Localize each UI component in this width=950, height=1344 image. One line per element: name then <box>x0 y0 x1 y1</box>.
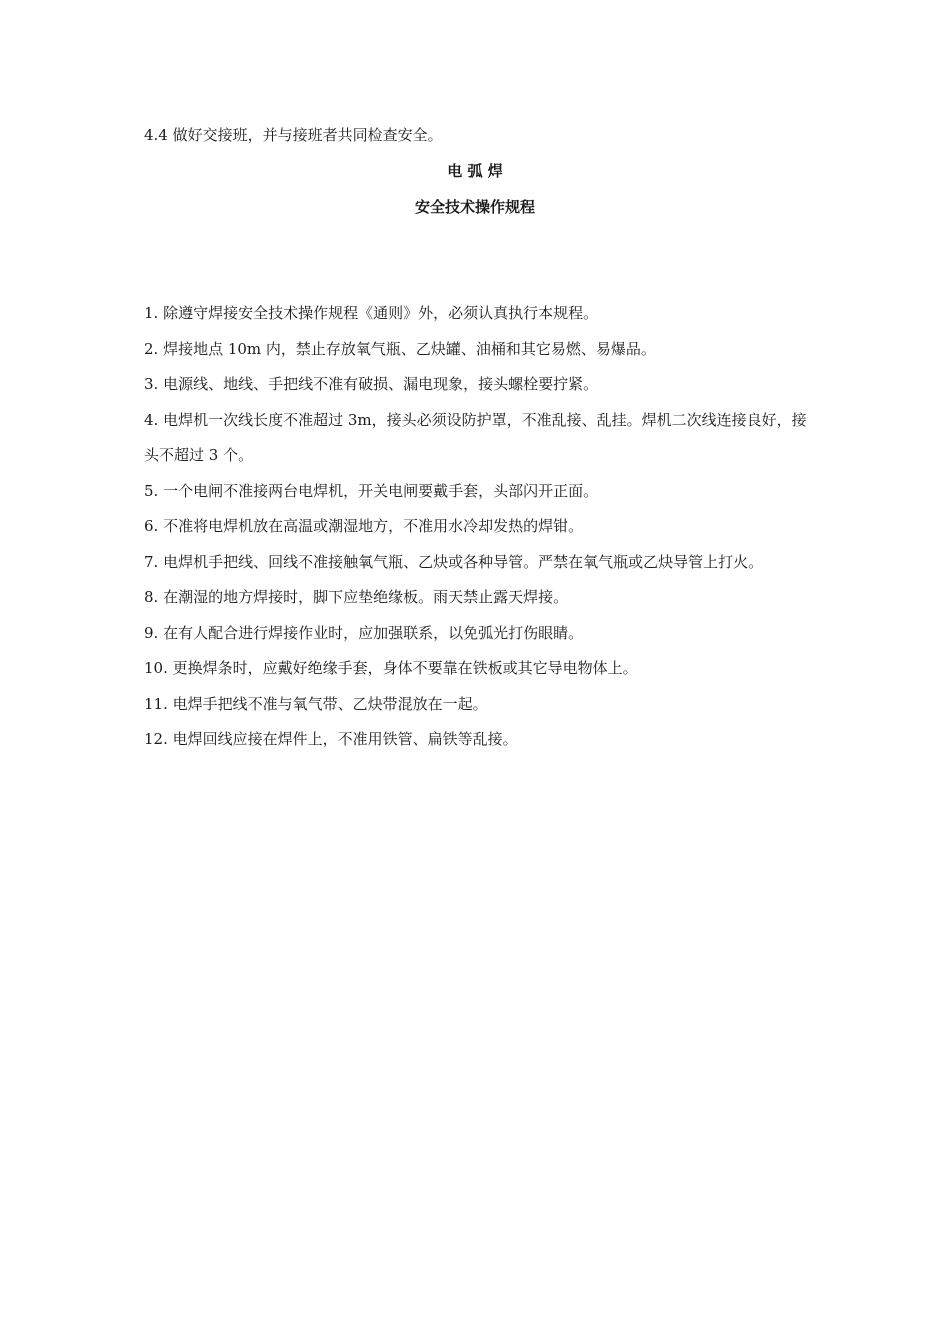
rule-item-4: 4. 电焊机一次线长度不准超过 3m，接头必须设防护罩，不准乱接、乱挂。焊机二次线连接良好，接头不超过 3 个。 <box>144 410 807 464</box>
rule-item-7: 7. 电焊机手把线、回线不准接触氧气瓶、乙炔或各种导管。严禁在氧气瓶或乙炔导管上打火。 <box>144 552 764 571</box>
rule-item-2: 2. 焊接地点 10m 内，禁止存放氧气瓶、乙炔罐、油桶和其它易燃、易爆品。 <box>144 339 656 358</box>
section-subtitle: 安全技术操作规程 <box>414 198 535 216</box>
rule-item-1: 1. 除遵守焊接安全技术操作规程《通则》外，必须认真执行本规程。 <box>144 304 599 322</box>
rule-item-9: 9. 在有人配合进行焊接作业时，应加强联系，以免弧光打伤眼睛。 <box>144 623 584 642</box>
rule-item-3: 3. 电源线、地线、手把线不准有破损、漏电现象，接头螺栓要拧紧。 <box>144 375 599 393</box>
rules-list <box>144 296 812 758</box>
section-title: 电 弧 焊 <box>447 162 503 180</box>
intro-paragraph: 4.4 做好交接班，并与接班者共同检查安全。 <box>144 126 443 144</box>
rule-item-10: 10. 更换焊条时，应戴好绝缘手套，身体不要靠在铁板或其它导电物体上。 <box>144 659 638 677</box>
rule-item-5: 5. 一个电闸不准接两台电焊机，开关电闸要戴手套，头部闪开正面。 <box>144 481 599 500</box>
rule-item-8: 8. 在潮湿的地方焊接时，脚下应垫绝缘板。雨天禁止露天焊接。 <box>144 588 569 606</box>
rule-item-12: 12. 电焊回线应接在焊件上，不准用铁管、扁铁等乱接。 <box>144 730 518 748</box>
rule-item-6: 6. 不准将电焊机放在高温或潮湿地方，不准用水冷却发热的焊钳。 <box>144 517 584 535</box>
rule-item-11: 11. 电焊手把线不准与氧气带、乙炔带混放在一起。 <box>144 694 488 713</box>
